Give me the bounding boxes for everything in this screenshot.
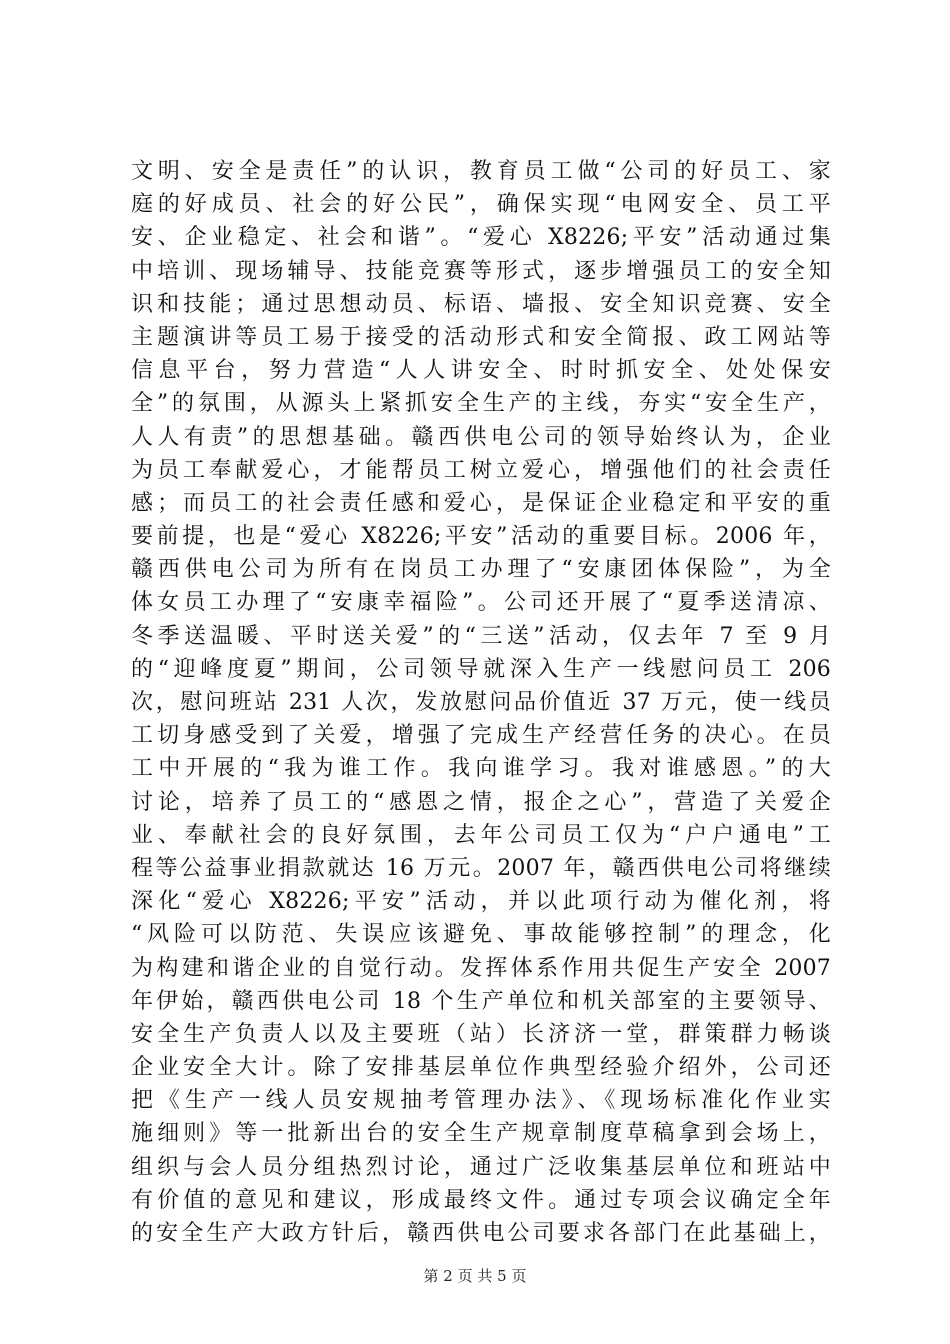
- text-line: 为构建和谐企业的自觉行动。发挥体系作用共促生产安全 2007: [131, 955, 831, 981]
- text-line: 企业安全大计。除了安排基层单位作典型经验介绍外，公司还: [131, 1055, 831, 1081]
- text-line: 组织与会人员分组热烈讨论，通过广泛收集基层单位和班站中: [131, 1154, 831, 1180]
- text-line: 人人有责”的思想基础。赣西供电公司的领导始终认为，企业: [131, 424, 831, 450]
- text-line: 文明、安全是责任”的认识，教育员工做“公司的好员工、家: [131, 159, 831, 184]
- text-line: 中培训、现场辅导、技能竞赛等形式，逐步增强员工的安全知: [131, 258, 831, 284]
- text-line: 工切身感受到了关爱，增强了完成生产经营任务的决心。在员: [131, 723, 831, 749]
- text-line: 安、企业稳定、社会和谐”。“爱心 X8226;平安”活动通过集: [131, 225, 831, 251]
- text-line: 的安全生产大政方针后，赣西供电公司要求各部门在此基础上，: [131, 1221, 831, 1246]
- text-line: 施细则》等一批新出台的安全生产规章制度草稿拿到会场上，: [131, 1121, 831, 1147]
- text-line: 业、奉献社会的良好氛围，去年公司员工仅为“户户通电”工: [131, 822, 831, 848]
- text-line: 深化“爱心 X8226;平安”活动，并以此项行动为催化剂，将: [131, 889, 831, 915]
- text-line: 要前提，也是“爱心 X8226;平安”活动的重要目标。2006 年，: [131, 524, 831, 550]
- text-line: 全”的氛围，从源头上紧抓安全生产的主线，夯实“安全生产，: [131, 391, 831, 417]
- text-line: 识和技能；通过思想动员、标语、墙报、安全知识竞赛、安全: [131, 291, 831, 317]
- text-line: 的“迎峰度夏”期间，公司领导就深入生产一线慰问员工 206: [131, 656, 831, 682]
- text-line: 信息平台，努力营造“人人讲安全、时时抓安全、处处保安: [131, 358, 831, 384]
- text-line: 庭的好成员、社会的好公民”，确保实现“电网安全、员工平: [131, 192, 831, 218]
- text-line: 感；而员工的社会责任感和爱心，是保证企业稳定和平安的重: [131, 490, 831, 516]
- text-line: 主题演讲等员工易于接受的活动形式和安全简报、政工网站等: [131, 324, 831, 350]
- text-line: 讨论，培养了员工的“感恩之情，报企之心”，营造了关爱企: [131, 789, 831, 815]
- text-line: 年伊始，赣西供电公司 18 个生产单位和机关部室的主要领导、: [131, 988, 831, 1014]
- text-line: 程等公益事业捐款就达 16 万元。2007 年，赣西供电公司将继续: [131, 855, 831, 881]
- text-line: “风险可以防范、失误应该避免、事故能够控制”的理念，化: [131, 922, 831, 948]
- text-line: 把《生产一线人员安规抽考管理办法》、《现场标准化作业实: [131, 1088, 831, 1114]
- text-line: 次，慰问班站 231 人次，发放慰问品价值近 37 万元，使一线员: [131, 690, 831, 715]
- text-line: 冬季送温暖、平时送关爱”的“三送”活动，仅去年 7 至 9 月: [131, 623, 831, 649]
- text-line: 有价值的意见和建议，形成最终文件。通过专项会议确定全年: [131, 1187, 831, 1213]
- text-line: 体女员工办理了“安康幸福险”。公司还开展了“夏季送清凉、: [131, 590, 831, 616]
- page-number-footer: 第 2 页 共 5 页: [423, 1267, 527, 1285]
- text-line: 工中开展的“我为谁工作。我向谁学习。我对谁感恩。”的大: [131, 756, 831, 782]
- text-line: 赣西供电公司为所有在岗员工办理了“安康团体保险”，为全: [131, 557, 831, 583]
- text-line: 为员工奉献爱心，才能帮员工树立爱心，增强他们的社会责任: [131, 457, 831, 483]
- text-line: 安全生产负责人以及主要班（站）长济济一堂，群策群力畅谈: [131, 1021, 831, 1047]
- body-text: [131, 155, 831, 1250]
